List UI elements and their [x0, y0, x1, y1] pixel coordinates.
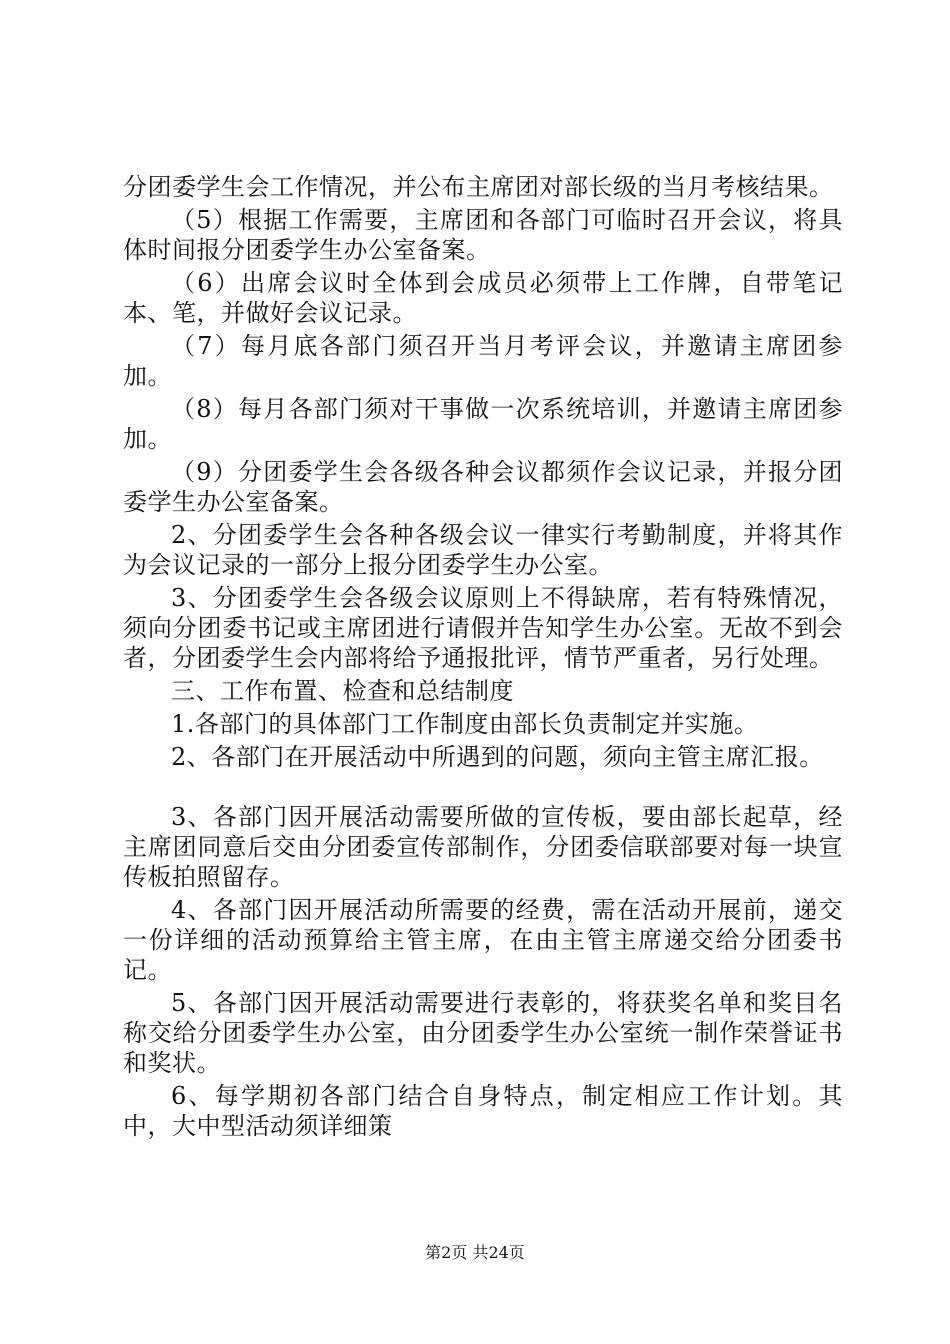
paragraph: 3、各部门因开展活动需要所做的宣传板，要由部长起草，经主席团同意后交由分团委宣传部制作，分团委信联部要对每一块宣传板拍照留存。 [123, 803, 843, 891]
paragraph: （6）出席会议时全体到会成员必须带上工作牌，自带笔记本、笔，并做好会议记录。 [123, 269, 843, 327]
paragraph: 分团委学生会工作情况，并公布主席团对部长级的当月考核结果。 [123, 173, 834, 201]
paragraph: （7）每月底各部门须召开当月考评会议，并邀请主席团参加。 [123, 332, 843, 390]
paragraph: （9）分团委学生会各级各种会议都须作会议记录，并报分团委学生办公室备案。 [123, 458, 843, 516]
paragraph: 1.各部门的具体部门工作制度由部长负责制定并实施。 [171, 710, 759, 738]
page-number-footer: 第2页 共24页 [425, 1243, 525, 1262]
paragraph: 2、分团委学生会各种各级会议一律实行考勤制度，并将其作为会议记录的一部分上报分团委学生办公室。 [123, 521, 843, 579]
paragraph: 6、每学期初各部门结合自身特点，制定相应工作计划。其中，大中型活动须详细策 [123, 1082, 843, 1140]
paragraph: 2、各部门在开展活动中所遇到的问题，须向主管主席汇报。 [171, 743, 824, 771]
paragraph: 5、各部门因开展活动需要进行表彰的，将获奖名单和奖目名称交给分团委学生办公室，由分团委学生办公室统一制作荣誉证书和奖状。 [123, 989, 843, 1077]
paragraph: 4、各部门因开展活动所需要的经费，需在活动开展前，递交一份详细的活动预算给主管主席，在由主管主席递交给分团委书记。 [123, 896, 843, 984]
paragraph: （8）每月各部门须对干事做一次系统培训，并邀请主席团参加。 [123, 395, 843, 453]
paragraph: （5）根据工作需要，主席团和各部门可临时召开会议，将具体时间报分团委学生办公室备案。 [123, 206, 843, 264]
section-heading: 三、工作布置、检查和总结制度 [171, 677, 514, 705]
document-body [123, 172, 843, 1144]
paragraph: 3、分团委学生会各级会议原则上不得缺席，若有特殊情况，须向分团委书记或主席团进行请假并告知学生办公室。无故不到会者，分团委学生会内部将给予通报批评，情节严重者，另行处理。 [123, 584, 843, 672]
